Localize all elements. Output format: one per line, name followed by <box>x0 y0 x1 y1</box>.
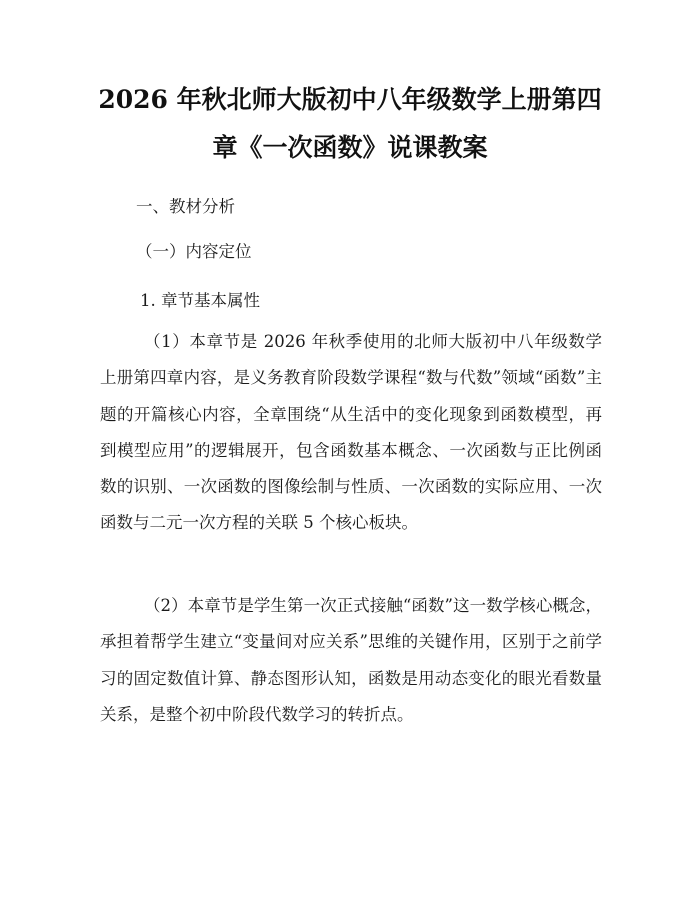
document-title-line-2: 章《一次函数》说课教案 <box>212 133 488 162</box>
document-title-line-1: 2026 年秋北师大版初中八年级数学上册第四 <box>98 85 602 114</box>
paragraph-2: （2）本章节是学生第一次正式接触“函数”这一数学核心概念，承担着帮学生建立“变量间对应关系”思维的关键作用，区别于之前学习的固定数值计算、静态图形认知，函数是用动态变化的眼光看数量关系，是整个初中阶段代数学习的转折点。 <box>100 596 602 724</box>
item-heading: 1. 章节基本属性 <box>140 291 260 310</box>
subsection-heading: （一）内容定位 <box>136 242 252 261</box>
section-heading: 一、教材分析 <box>136 197 235 216</box>
paragraph-1: （1）本章节是 2026 年秋季使用的北师大版初中八年级数学上册第四章内容，是义务教育阶段数学课程“数与代数”领域“函数”主题的开篇核心内容，全章围绕“从生活中的变化现象到函数模型，再到模型应用”的逻辑展开，包含函数基本概念、一次函数与正比例函数的识别、一次函数的图像绘制与性质、一次函数的实际应用、一次函数与二元一次方程的关联 5 个核心板块。 <box>100 332 602 533</box>
